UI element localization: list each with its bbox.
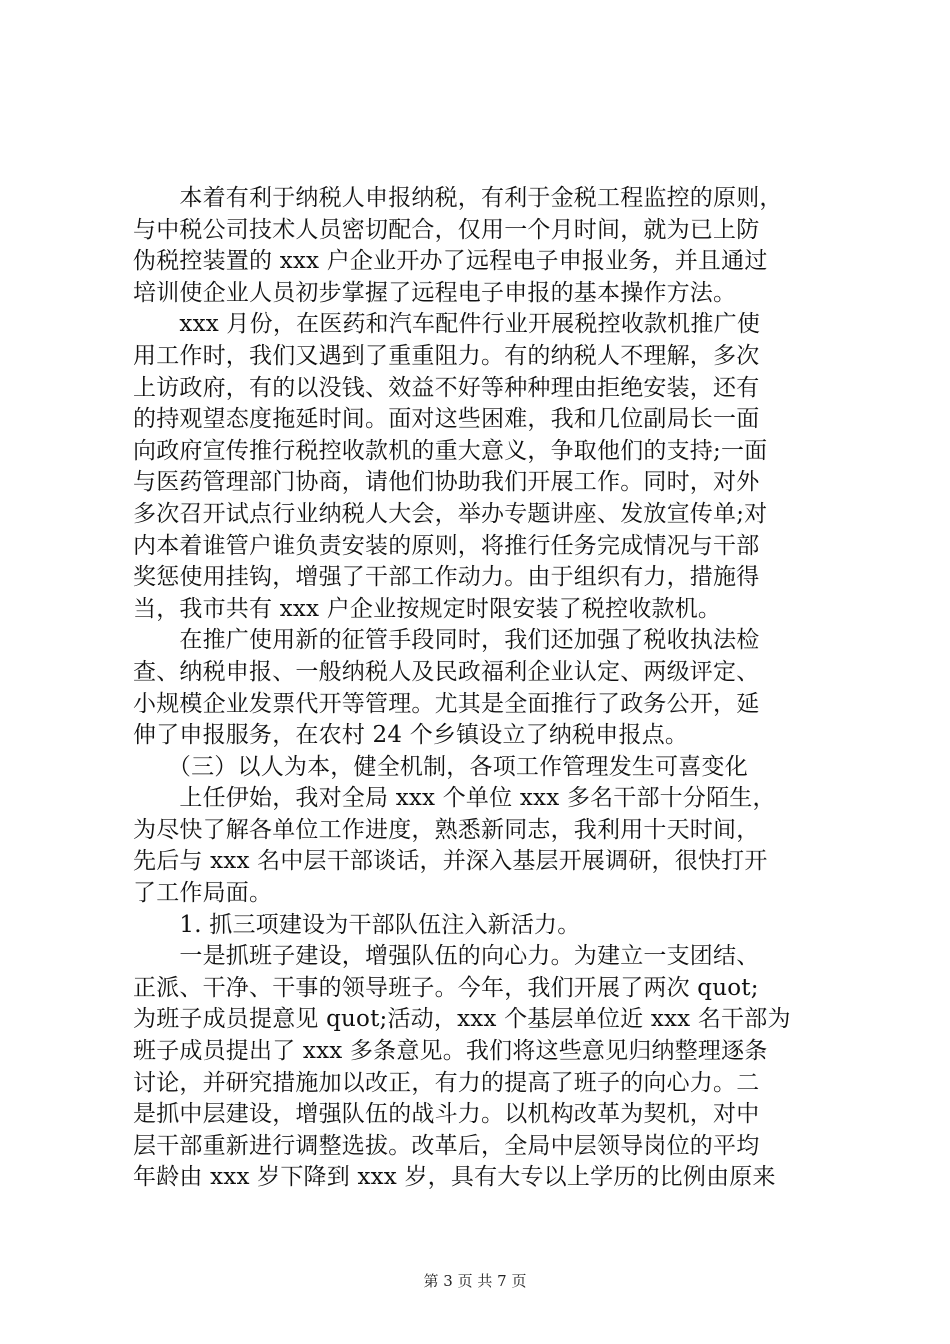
text-line: xxx 月份，在医药和汽车配件行业开展税控收款机推广使 xyxy=(133,311,761,338)
text-line: 年龄由 xxx 岁下降到 xxx 岁，具有大专以上学历的比例由原来 xyxy=(133,1164,776,1191)
text-line: 正派、干净、干事的领导班子。今年，我们开展了两次 quot; xyxy=(133,974,759,1001)
text-line: 多次召开试点行业纳税人大会，举办专题讲座、发放宣传单;对 xyxy=(133,500,768,527)
text-line: 查、纳税申报、一般纳税人及民政福利企业认定、两级评定、 xyxy=(133,658,760,685)
text-line: 层干部重新进行调整选拔。改革后，全局中层领导岗位的平均 xyxy=(133,1132,760,1159)
text-line: 班子成员提出了 xxx 多条意见。我们将这些意见归纳整理逐条 xyxy=(133,1038,768,1065)
text-line: 了工作局面。 xyxy=(133,880,273,907)
text-line: 为班子成员提意见 quot;活动，xxx 个基层单位近 xxx 名干部为 xyxy=(133,1006,791,1033)
text-line: 为尽快了解各单位工作进度，熟悉新同志，我利用十天时间， xyxy=(133,816,760,843)
text-line: 先后与 xxx 名中层干部谈话，并深入基层开展调研，很快打开 xyxy=(133,848,768,875)
text-line: 向政府宣传推行税控收款机的重大意义，争取他们的支持;一面 xyxy=(133,437,768,464)
text-line: 伪税控装置的 xxx 户企业开办了远程电子申报业务，并且通过 xyxy=(133,248,768,275)
text-line: 讨论，并研究措施加以改正，有力的提高了班子的向心力。二 xyxy=(133,1069,760,1096)
text-line: 本着有利于纳税人申报纳税，有利于金税工程监控的原则， xyxy=(133,185,783,211)
text-line: 内本着谁管户谁负责安装的原则，将推行任务完成情况与干部 xyxy=(133,532,760,559)
text-line: 上访政府，有的以没钱、效益不好等种种理由拒绝安装，还有 xyxy=(133,374,760,401)
text-line: 用工作时，我们又遇到了重重阻力。有的纳税人不理解，多次 xyxy=(133,342,760,369)
text-line: 当，我市共有 xxx 户企业按规定时限安装了税控收款机。 xyxy=(133,595,722,622)
text-line: 与医药管理部门协商，请他们协助我们开展工作。同时，对外 xyxy=(133,469,760,496)
section-heading: （三）以人为本，健全机制，各项工作管理发生可喜变化 xyxy=(133,753,748,780)
page-footer: 第 3 页 共 7 页 xyxy=(423,1272,527,1290)
text-line: 培训使企业人员初步掌握了远程电子申报的基本操作方法。 xyxy=(133,279,737,306)
text-line: 小规模企业发票代开等管理。尤其是全面推行了政务公开，延 xyxy=(133,690,760,717)
text-line: 是抓中层建设，增强队伍的战斗力。以机构改革为契机，对中 xyxy=(133,1101,760,1128)
text-line: 上任伊始，我对全局 xxx 个单位 xxx 多名干部十分陌生， xyxy=(133,785,776,812)
text-line: 在推广使用新的征管手段同时，我们还加强了税收执法检 xyxy=(133,627,760,654)
text-line: 伸了申报服务，在农村 24 个乡镇设立了纳税申报点。 xyxy=(133,722,689,749)
body-text xyxy=(133,183,833,1194)
text-line: 与中税公司技术人员密切配合，仅用一个月时间，就为已上防 xyxy=(133,216,760,243)
text-line: 奖惩使用挂钩，增强了干部工作动力。由于组织有力，措施得 xyxy=(133,564,760,591)
text-line: 的持观望态度拖延时间。面对这些困难，我和几位副局长一面 xyxy=(133,406,760,433)
text-line: 一是抓班子建设，增强队伍的向心力。为建立一支团结、 xyxy=(133,943,760,970)
subsection-heading: 1. 抓三项建设为干部队伍注入新活力。 xyxy=(133,911,581,938)
